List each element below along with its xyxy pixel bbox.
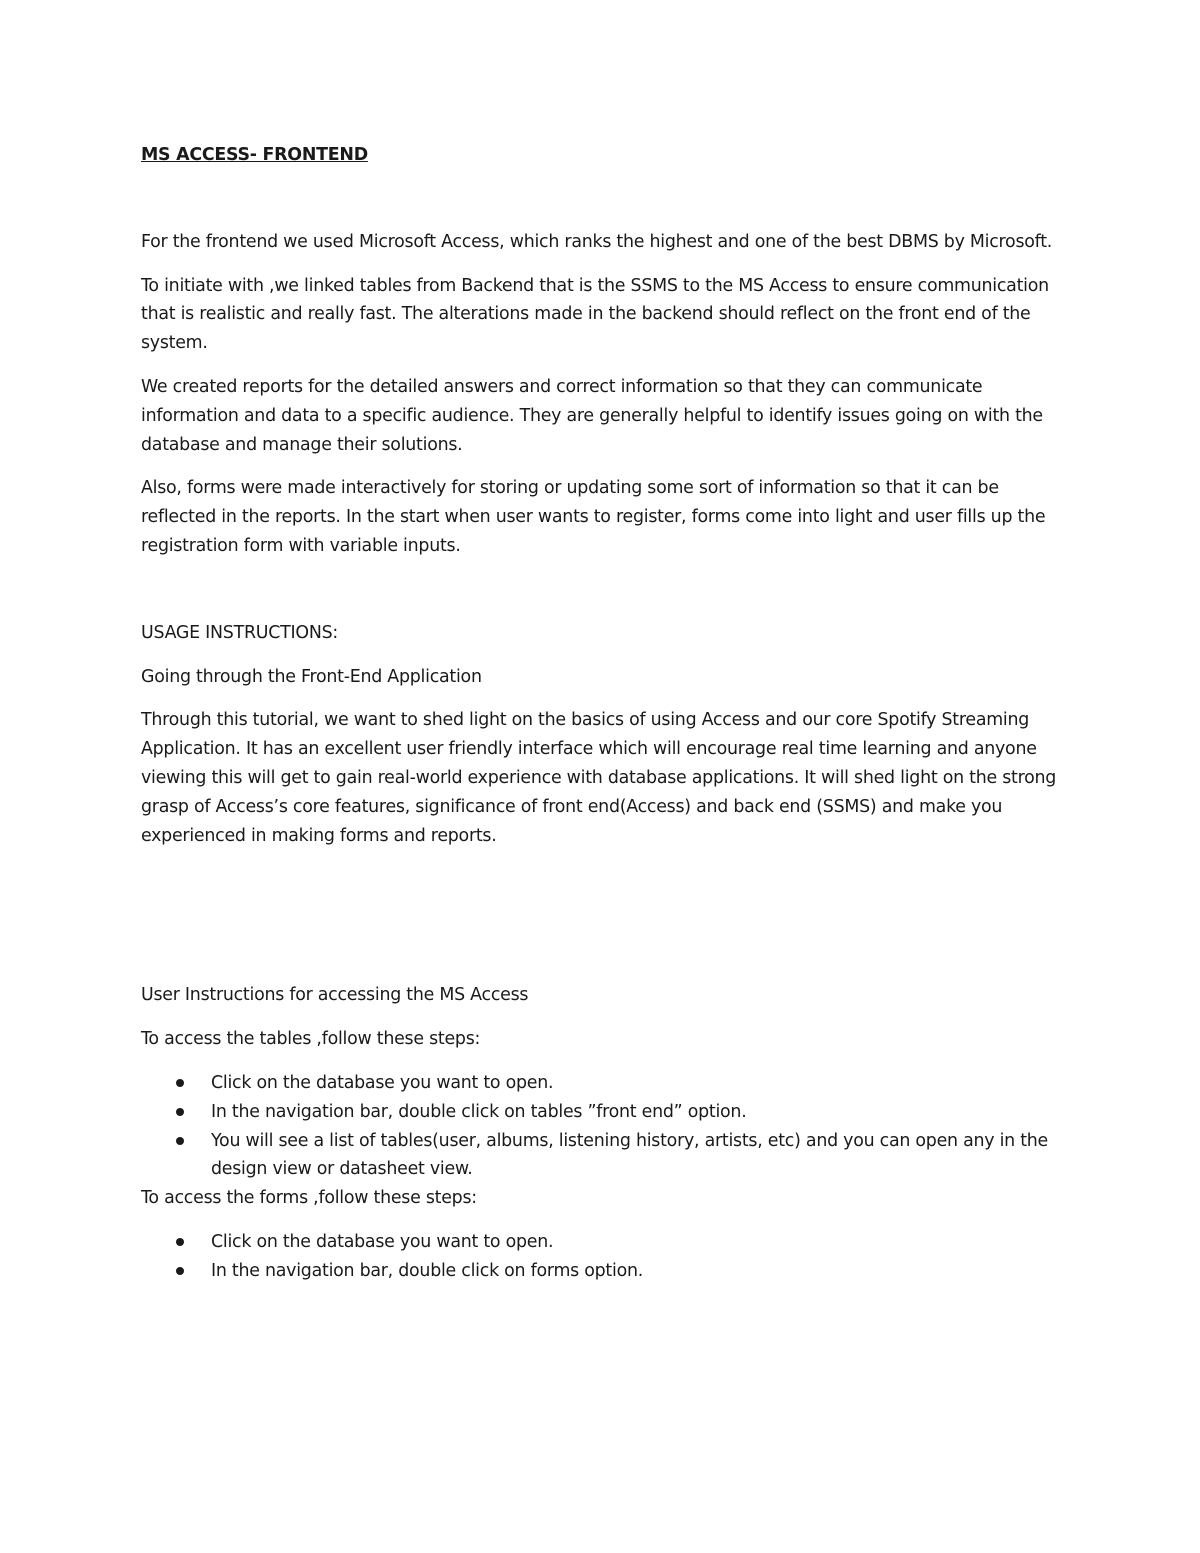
usage-heading: USAGE INSTRUCTIONS: <box>141 622 339 643</box>
list-item-text: Click on the database you want to open. <box>211 1072 554 1093</box>
forms-intro: To access the forms ,follow these steps: <box>141 1188 477 1209</box>
bullet-icon <box>176 1137 184 1145</box>
bullet-icon <box>176 1079 184 1087</box>
list-item-text: In the navigation bar, double click on tables ”front end” option. <box>211 1101 747 1122</box>
tables-intro: To access the tables ,follow these steps: <box>141 1029 481 1050</box>
spacer <box>141 865 1071 981</box>
bullet-icon <box>176 1238 184 1246</box>
intro-paragraph: To initiate with ,we linked tables from Backend that is the SSMS to the MS Access to ensure communication that is realistic and really fast. The alterations made in the backend should reflect on the front end of the system. <box>141 275 1049 354</box>
intro-paragraph: We created reports for the detailed answers and correct information so that they can communicate information and data to a specific audience. They are generally helpful to identify issues going on with the database and manage their solutions. <box>141 376 1043 455</box>
intro-paragraph: For the frontend we used Microsoft Access, which ranks the highest and one of the best DBMS by Microsoft. <box>141 231 1053 252</box>
document-body <box>141 141 1071 1286</box>
intro-paragraph: Also, forms were made interactively for storing or updating some sort of information so that it can be reflected in the reports. In the start when user wants to register, forms come into light and user fills up the registration form with variable inputs. <box>141 478 1046 556</box>
usage-subheading: Going through the Front-End Application <box>141 666 482 687</box>
list-item-text: Click on the database you want to open. <box>211 1231 554 1252</box>
usage-body: Through this tutorial, we want to shed light on the basics of using Access and our core Spotify Streaming Application. It has an excellent user friendly interface which will encourage real time learning and anyone viewing this will get to gain real-world experience with database applications. It will shed light on the strong grasp of Access’s core features, significance of front end(Access) and back end (SSMS) and make you experienced in making forms and reports. <box>141 710 1057 846</box>
bullet-icon <box>176 1267 184 1275</box>
user-instructions-heading: User Instructions for accessing the MS Access <box>141 985 529 1006</box>
list-item <box>141 1069 1071 1098</box>
forms-steps-list <box>141 1228 1071 1286</box>
list-item <box>141 1228 1071 1257</box>
list-item-text: You will see a list of tables(user, albums, listening history, artists, etc) and you can open any in the design view or datasheet view. <box>211 1130 1049 1180</box>
spacer <box>141 170 1071 228</box>
list-item <box>141 1098 1071 1127</box>
list-item-text: In the navigation bar, double click on forms option. <box>211 1260 644 1281</box>
list-item <box>141 1257 1071 1286</box>
bullet-icon <box>176 1108 184 1116</box>
tables-steps-list <box>141 1069 1071 1184</box>
list-item <box>141 1127 1071 1185</box>
document-title: MS ACCESS- FRONTEND <box>141 145 368 165</box>
spacer <box>141 576 1071 619</box>
